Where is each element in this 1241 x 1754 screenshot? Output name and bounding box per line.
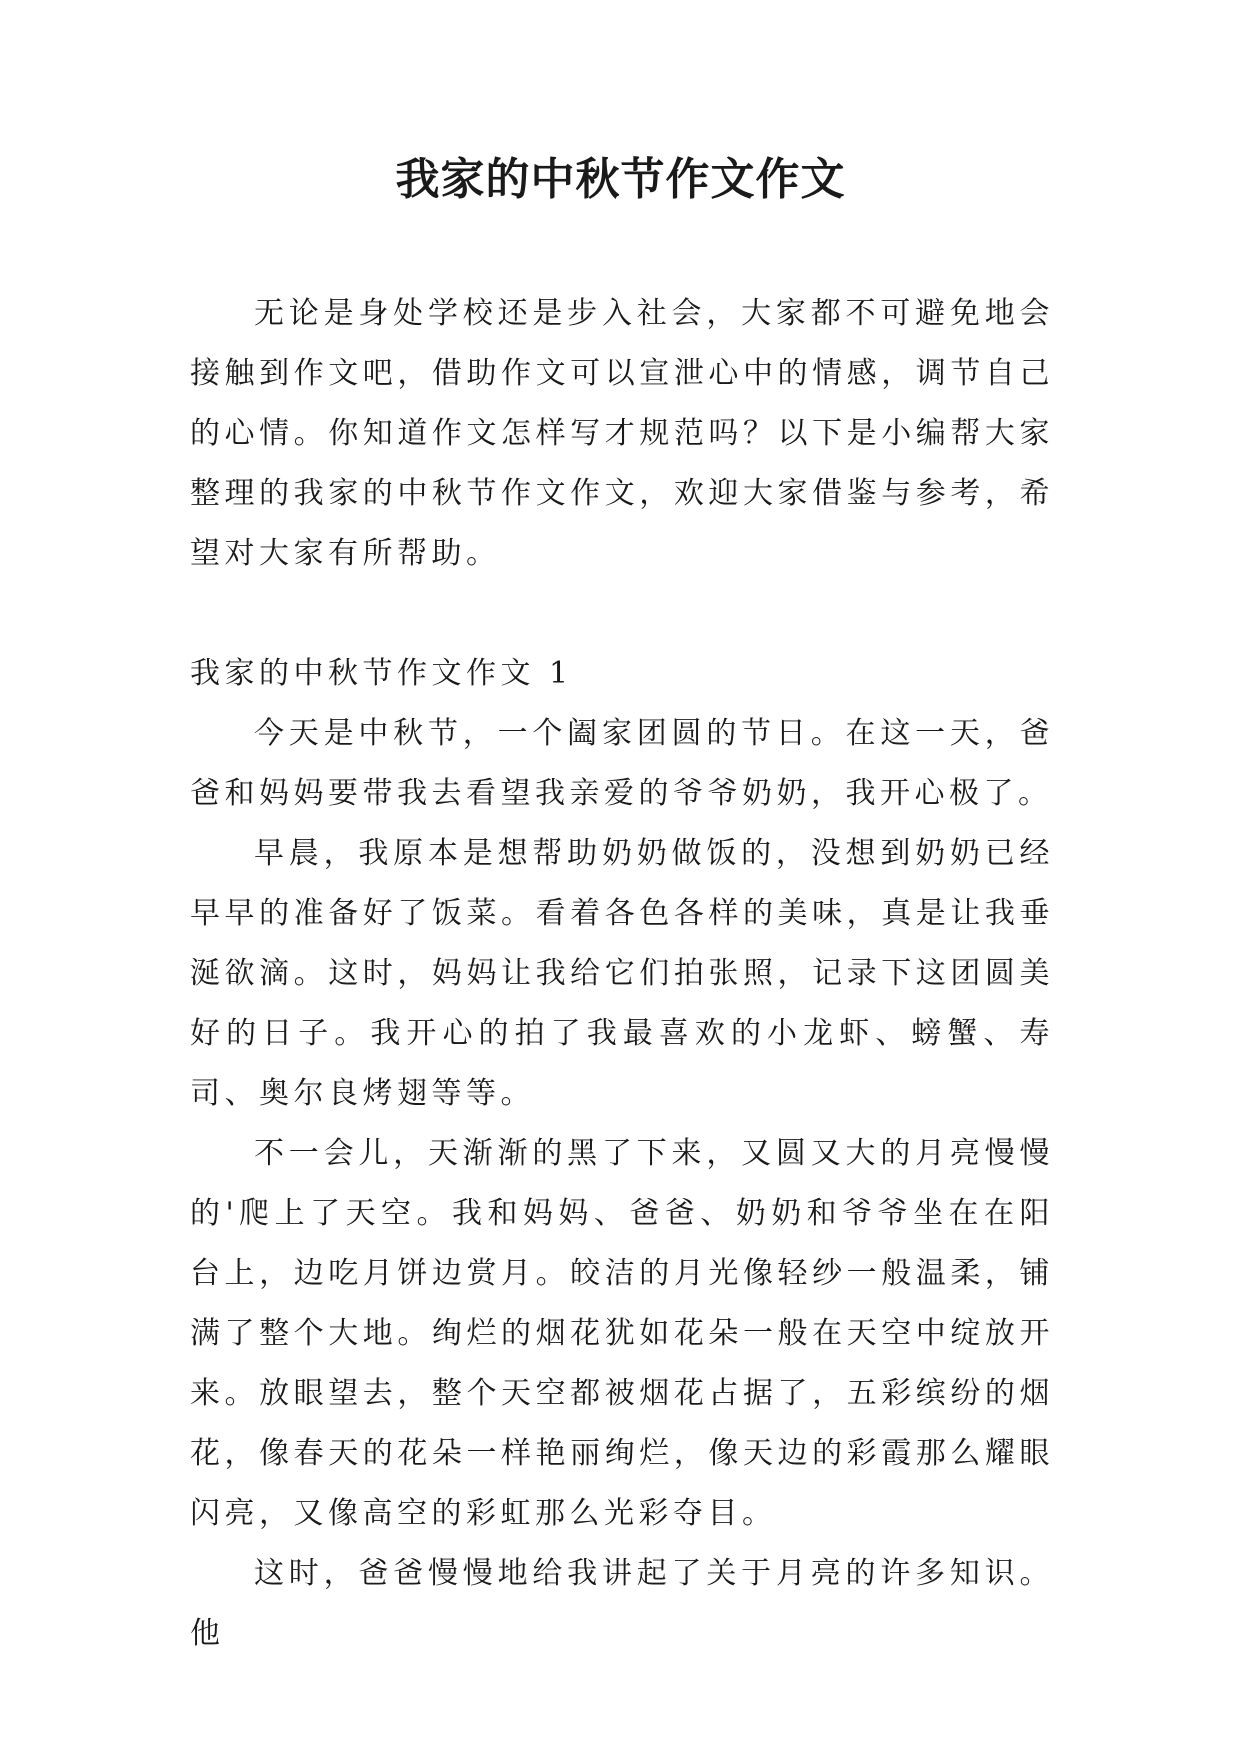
document-body [190, 284, 1054, 1664]
section-heading: 我家的中秋节作文作文 1 [190, 656, 573, 691]
body-paragraph-2: 早晨，我原本是想帮助奶奶做饭的，没想到奶奶已经早早的准备好了饭菜。看着各色各样的美味，真是让我垂涎欲滴。这时，妈妈让我给它们拍张照，记录下这团圆美好的日子。我开心的拍了我最喜欢的小龙虾、螃蟹、寿司、奥尔良烤翅等等。 [190, 836, 1054, 1111]
body-paragraph-1: 今天是中秋节，一个阖家团圆的节日。在这一天，爸爸和妈妈要带我去看望我亲爱的爷爷奶奶，我开心极了。 [190, 716, 1054, 811]
body-paragraph-4: 这时，爸爸慢慢地给我讲起了关于月亮的许多知识。他 [190, 1556, 1054, 1651]
intro-paragraph: 无论是身处学校还是步入社会，大家都不可避免地会接触到作文吧，借助作文可以宣泄心中的情感，调节自己的心情。你知道作文怎样写才规范吗？以下是小编帮大家整理的我家的中秋节作文作文，欢迎大家借鉴与参考，希望对大家有所帮助。 [190, 296, 1054, 571]
body-paragraph-3: 不一会儿，天渐渐的黑了下来，又圆又大的月亮慢慢的'爬上了天空。我和妈妈、爸爸、奶奶和爷爷坐在在阳台上，边吃月饼边赏月。皎洁的月光像轻纱一般温柔，铺满了整个大地。绚烂的烟花犹如花朵一般在天空中绽放开来。放眼望去，整个天空都被烟花占据了，五彩缤纷的烟花，像春天的花朵一样艳丽绚烂，像天边的彩霞那么耀眼闪亮，又像高空的彩虹那么光彩夺目。 [190, 1136, 1054, 1531]
document-title: 我家的中秋节作文作文 [395, 154, 846, 205]
